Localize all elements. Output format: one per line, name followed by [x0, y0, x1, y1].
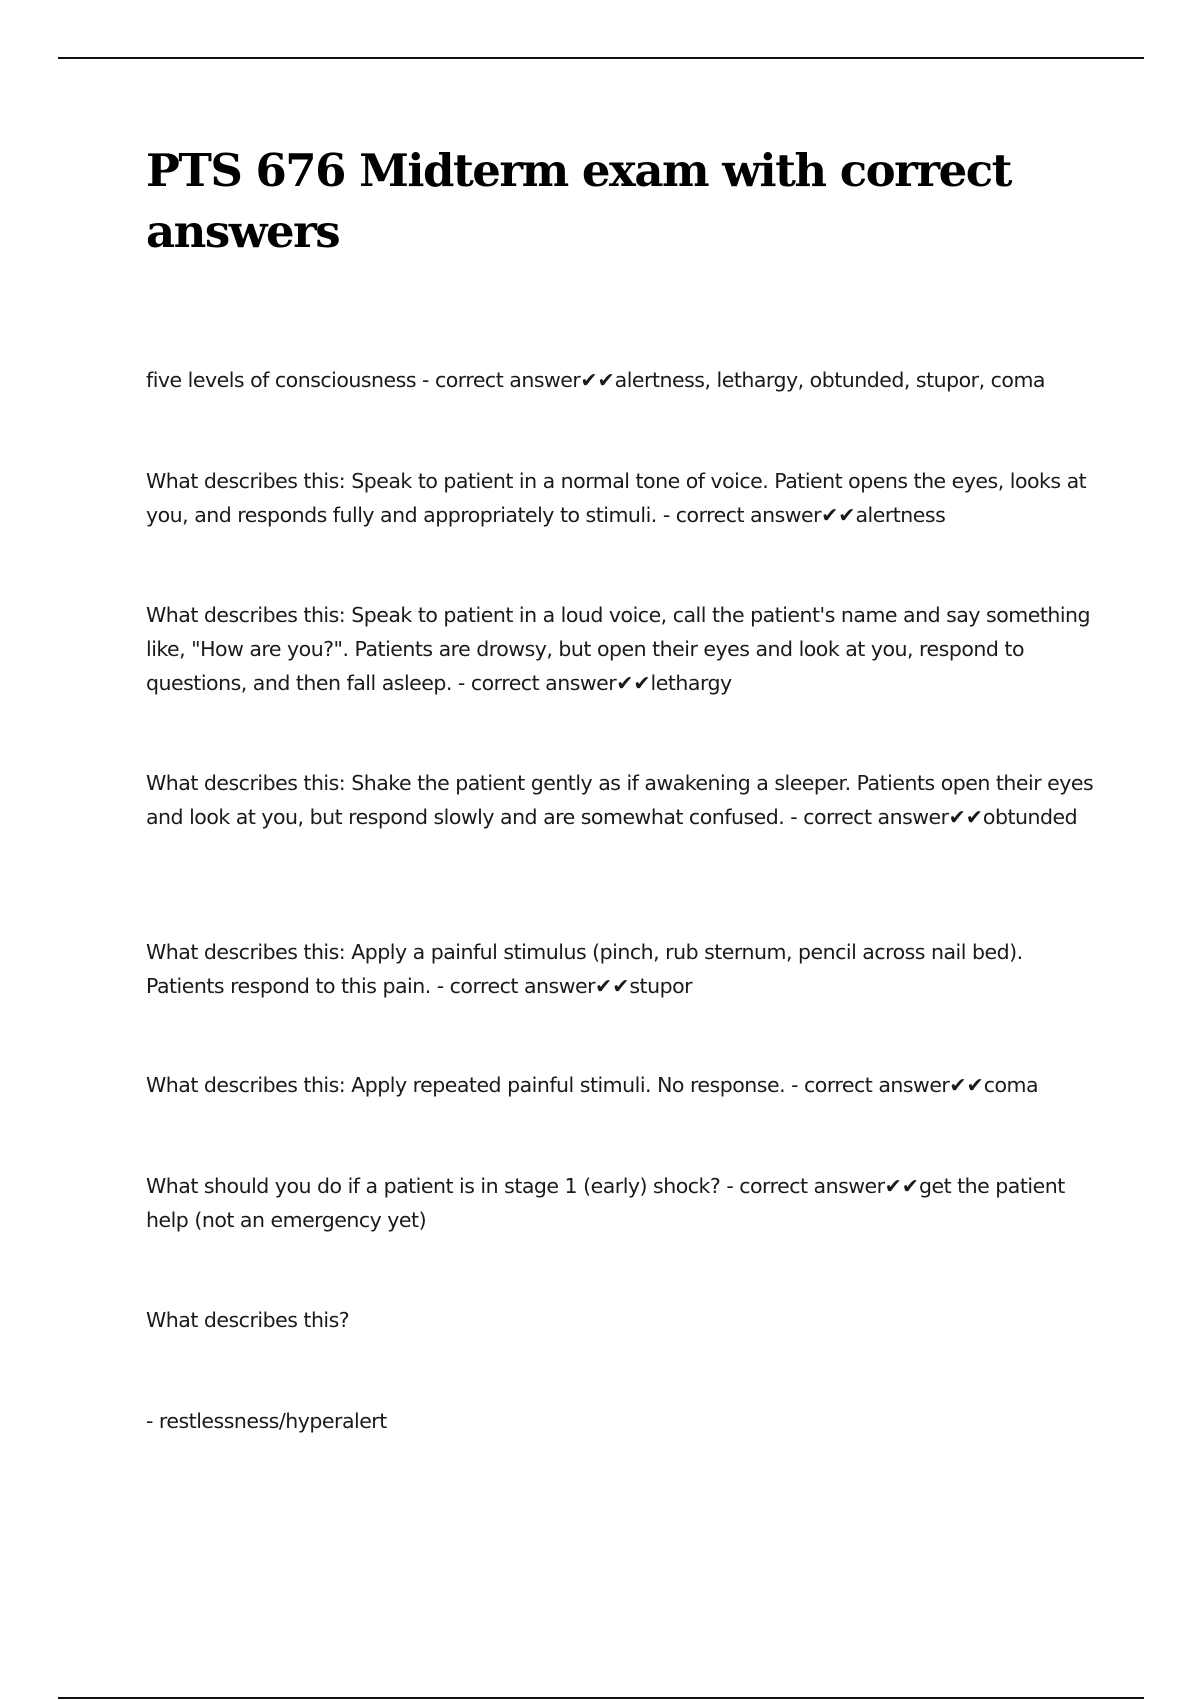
header-rule	[58, 57, 1144, 59]
question-text: What describes this: Speak to patient in a normal tone of voice. Patient opens the eyes, looks at you, and responds fully and appropriately to stimuli.	[146, 469, 1087, 527]
answer-separator: - correct answer	[451, 671, 617, 695]
answer-text: lethargy	[650, 671, 732, 695]
question-text: What describes this?	[146, 1308, 350, 1332]
question-text: What describes this: Shake the patient gently as if awakening a sleeper. Patients open their eyes and look at you, but respond slowly and are somewhat confused.	[146, 771, 1094, 829]
qa-entry	[146, 1068, 1096, 1102]
double-check-icon: ✔✔	[821, 503, 856, 527]
qa-entry	[146, 464, 1096, 532]
answer-text: get the patient help (not an emergency yet)	[146, 1174, 1065, 1232]
answer-text: obtunded	[982, 805, 1078, 829]
footer-rule	[58, 1697, 1144, 1699]
question-text: What describes this: Apply repeated painful stimuli. No response.	[146, 1073, 786, 1097]
page-title: PTS 676 Midterm exam with correct answers	[146, 144, 1011, 258]
answer-text: alertness, lethargy, obtunded, stupor, coma	[614, 368, 1045, 392]
list-item: - restlessness/hyperalert	[146, 1409, 387, 1433]
double-check-icon: ✔✔	[616, 671, 651, 695]
qa-entry	[146, 935, 1096, 1003]
double-check-icon: ✔✔	[595, 974, 630, 998]
qa-entry	[146, 1169, 1096, 1237]
answer-separator: - correct answer	[416, 368, 581, 392]
answer-separator: - correct answer	[720, 1174, 885, 1198]
answer-separator: - correct answer	[784, 805, 949, 829]
double-check-icon: ✔✔	[949, 1073, 984, 1097]
question-text: What describes this: Apply a painful stimulus (pinch, rub sternum, pencil across nail bed). Patients respond to this pain.	[146, 940, 1023, 998]
answer-separator: - correct answer	[785, 1073, 950, 1097]
qa-entry	[146, 363, 1096, 397]
double-check-icon: ✔✔	[948, 805, 983, 829]
double-check-icon: ✔✔	[884, 1174, 919, 1198]
answer-text: coma	[983, 1073, 1039, 1097]
answer-text: stupor	[629, 974, 693, 998]
question-text: five levels of consciousness	[146, 368, 417, 392]
question-text: What should you do if a patient is in stage 1 (early) shock?	[146, 1174, 721, 1198]
qa-entry	[146, 766, 1096, 834]
question-text: What describes this: Speak to patient in a loud voice, call the patient's name and say something like, "How are you?". Patients are drowsy, but open their eyes and look at you, respond to questions, and then fall asleep.	[146, 603, 1091, 695]
answer-separator: - correct answer	[656, 503, 822, 527]
double-check-icon: ✔✔	[580, 368, 615, 392]
qa-entry	[146, 598, 1096, 700]
answer-separator: - correct answer	[430, 974, 596, 998]
answer-text: alertness	[855, 503, 946, 527]
